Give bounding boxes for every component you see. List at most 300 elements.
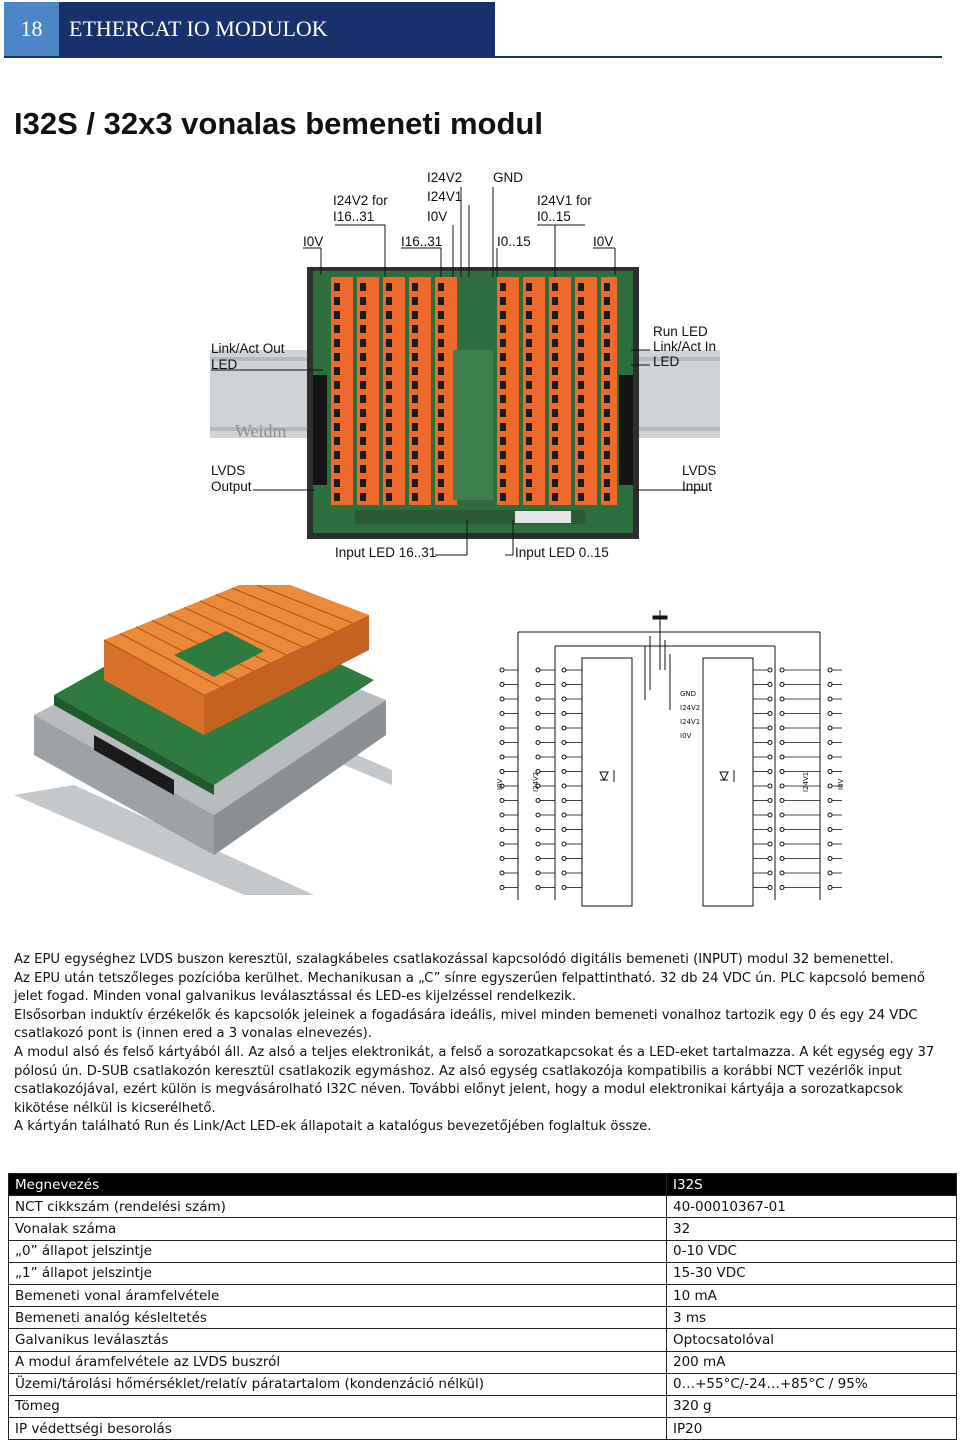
terminal-hole	[552, 311, 558, 319]
spec-name: Üzemi/tárolási hőmérséklet/relatív páratartalom (kondenzáció nélkül)	[9, 1373, 667, 1395]
terminal-hole	[578, 325, 584, 333]
terminal-hole	[438, 367, 444, 375]
board-top-view-figure	[205, 165, 725, 565]
spec-name: Vonalak száma	[9, 1218, 667, 1240]
label-i24v2: I24V2	[427, 170, 463, 185]
terminal-hole	[500, 353, 506, 361]
terminal-hole	[386, 381, 392, 389]
terminal-hole	[412, 395, 418, 403]
terminal-hole	[360, 311, 366, 319]
terminal-hole	[360, 423, 366, 431]
terminal-hole	[500, 311, 506, 319]
terminal-hole	[500, 451, 506, 459]
terminal-hole	[578, 311, 584, 319]
spec-table-header	[9, 1174, 957, 1196]
schem-label-i24v2: I24V2	[680, 704, 701, 712]
schematic-pin	[536, 828, 540, 832]
terminal-hole	[438, 353, 444, 361]
terminal-hole	[438, 325, 444, 333]
schematic-pin	[562, 813, 566, 817]
schematic-pin	[828, 668, 832, 672]
terminal-hole	[412, 465, 418, 473]
terminal-hole	[526, 297, 532, 305]
table-row	[9, 1395, 957, 1417]
schematic-pin	[500, 828, 504, 832]
terminal-hole	[552, 409, 558, 417]
schem-label-right-i24v1: I24V1	[802, 771, 810, 792]
schematic-pin	[500, 813, 504, 817]
terminal-hole	[412, 381, 418, 389]
schematic-pin	[536, 886, 540, 890]
spec-value: 32	[667, 1218, 957, 1240]
terminal-hole	[412, 409, 418, 417]
terminal-hole	[360, 297, 366, 305]
terminal-hole	[526, 367, 532, 375]
schematic-pin	[562, 828, 566, 832]
schematic-pin	[768, 784, 772, 788]
spec-header-value: I32S	[667, 1174, 957, 1196]
terminal-hole	[386, 367, 392, 375]
terminal-hole	[552, 395, 558, 403]
terminal-hole	[334, 283, 340, 291]
terminal-hole	[500, 437, 506, 445]
label-link-act-in: Link/Act In	[653, 339, 717, 354]
terminal-hole	[578, 437, 584, 445]
terminal-hole	[552, 353, 558, 361]
terminal-hole	[360, 479, 366, 487]
spec-name: Bemeneti analóg késleltetés	[9, 1307, 667, 1329]
terminal-hole	[526, 325, 532, 333]
schematic-pin	[780, 683, 784, 687]
terminal-hole	[578, 479, 584, 487]
terminal-hole	[386, 479, 392, 487]
board-top-view-drawing	[205, 165, 725, 565]
spec-name: Bemeneti vonal áramfelvétele	[9, 1284, 667, 1306]
label-i0v-right: I0V	[593, 234, 614, 249]
schem-label-right-i0v: I0V	[837, 778, 845, 790]
schematic-pin	[562, 712, 566, 716]
page-title: I32S / 32x3 vonalas bemeneti modul	[14, 106, 543, 141]
schematic-pin	[828, 842, 832, 846]
table-row	[9, 1284, 957, 1306]
schematic-pin	[780, 697, 784, 701]
schematic-pin	[828, 857, 832, 861]
terminal-hole	[552, 493, 558, 501]
terminal-hole	[526, 465, 532, 473]
schematic-pin	[536, 683, 540, 687]
spec-name: NCT cikkszám (rendelési szám)	[9, 1196, 667, 1218]
spec-name: „1” állapot jelszintje	[9, 1262, 667, 1284]
terminal-hole	[438, 311, 444, 319]
table-row	[9, 1196, 957, 1218]
schematic-pin	[768, 755, 772, 759]
schematic-pin	[500, 741, 504, 745]
terminal-hole	[386, 395, 392, 403]
terminal-hole	[604, 283, 610, 291]
terminal-hole	[386, 311, 392, 319]
description	[14, 951, 946, 1137]
schematic-pin	[780, 842, 784, 846]
terminal-hole	[334, 297, 340, 305]
label-lvds-input-2: Input	[682, 479, 713, 494]
terminal-hole	[526, 283, 532, 291]
label-link-act-out: Link/Act Out	[211, 341, 285, 356]
terminal-hole	[412, 311, 418, 319]
terminal-hole	[552, 437, 558, 445]
spec-table	[8, 1173, 957, 1440]
schematic-pin	[562, 886, 566, 890]
table-row	[9, 1329, 957, 1351]
terminal-hole	[334, 381, 340, 389]
terminal-hole	[578, 353, 584, 361]
terminal-hole	[500, 367, 506, 375]
schematic-pin	[780, 799, 784, 803]
terminal-hole	[604, 381, 610, 389]
schematic-pin	[828, 828, 832, 832]
schematic-pin	[536, 755, 540, 759]
label-i0-15: I0..15	[497, 234, 531, 249]
terminal-hole	[438, 423, 444, 431]
module-3d-photo	[14, 585, 392, 895]
schematic-pin	[768, 668, 772, 672]
label-lvds-output: LVDS	[211, 463, 246, 478]
terminal-hole	[360, 395, 366, 403]
terminal-hole	[578, 409, 584, 417]
terminal-hole	[412, 283, 418, 291]
terminal-hole	[334, 395, 340, 403]
terminal-hole	[412, 367, 418, 375]
terminal-hole	[386, 325, 392, 333]
terminal-hole	[526, 493, 532, 501]
spec-value: Optocsatolóval	[667, 1329, 957, 1351]
schematic-pin	[562, 871, 566, 875]
terminal-hole	[360, 339, 366, 347]
schematic-pin	[780, 668, 784, 672]
schematic-pin	[500, 871, 504, 875]
spec-name: A modul áramfelvétele az LVDS buszról	[9, 1351, 667, 1373]
terminal-hole	[334, 325, 340, 333]
schematic-pin	[500, 697, 504, 701]
terminal-hole	[604, 409, 610, 417]
spec-name: IP védettségi besorolás	[9, 1418, 667, 1440]
terminal-hole	[526, 451, 532, 459]
terminal-hole	[334, 339, 340, 347]
terminal-hole	[526, 395, 532, 403]
terminal-hole	[334, 311, 340, 319]
schematic-pin	[768, 813, 772, 817]
lvds-input-connector	[619, 375, 633, 485]
terminal-hole	[360, 493, 366, 501]
terminal-hole	[500, 395, 506, 403]
spec-value: 200 mA	[667, 1351, 957, 1373]
schematic-pin	[562, 770, 566, 774]
terminal-hole	[334, 367, 340, 375]
schematic-pin	[768, 828, 772, 832]
terminal-hole	[604, 479, 610, 487]
terminal-hole	[526, 479, 532, 487]
terminal-hole	[500, 423, 506, 431]
terminal-hole	[500, 479, 506, 487]
schematic-pin	[768, 857, 772, 861]
terminal-hole	[438, 479, 444, 487]
table-row	[9, 1240, 957, 1262]
terminal-hole	[386, 283, 392, 291]
terminal-hole	[386, 465, 392, 473]
schematic-pin	[500, 755, 504, 759]
wiring-schematic-drawing	[490, 610, 855, 910]
terminal-hole	[412, 297, 418, 305]
spec-name: Tömeg	[9, 1395, 667, 1417]
terminal-hole	[360, 409, 366, 417]
schematic-pin	[828, 712, 832, 716]
terminal-hole	[386, 493, 392, 501]
label-i24v2-for: I24V2 for	[333, 193, 388, 208]
terminal-hole	[552, 283, 558, 291]
terminal-hole	[412, 451, 418, 459]
terminal-hole	[500, 283, 506, 291]
terminal-hole	[412, 493, 418, 501]
terminal-hole	[438, 451, 444, 459]
schematic-pin	[536, 842, 540, 846]
schematic-pin	[780, 726, 784, 730]
terminal-hole	[526, 311, 532, 319]
terminal-hole	[578, 451, 584, 459]
terminal-hole	[386, 409, 392, 417]
terminal-hole	[526, 381, 532, 389]
schematic-pin	[500, 842, 504, 846]
label-link-act-out-led: LED	[211, 357, 238, 372]
terminal-hole	[578, 339, 584, 347]
terminal-hole	[578, 493, 584, 501]
terminal-hole	[438, 437, 444, 445]
description-paragraph: A kártyán található Run és Link/Act LED-ek állapotait a katalógus bevezetőjében foglaltuk össze.	[14, 1119, 652, 1135]
schematic-pin	[828, 813, 832, 817]
schematic-pin	[828, 697, 832, 701]
terminal-hole	[334, 493, 340, 501]
table-row	[9, 1351, 957, 1373]
terminal-hole	[552, 465, 558, 473]
terminal-hole	[360, 325, 366, 333]
terminal-hole	[412, 437, 418, 445]
schematic-pin	[500, 799, 504, 803]
terminal-hole	[438, 297, 444, 305]
label-run-led: Run LED	[653, 324, 708, 339]
terminal-hole	[386, 423, 392, 431]
terminal-hole	[578, 395, 584, 403]
terminal-hole	[438, 381, 444, 389]
schem-label-left-i0v: I0V	[496, 778, 504, 790]
schematic-pin	[536, 668, 540, 672]
schematic-pin	[768, 697, 772, 701]
schematic-pin	[562, 857, 566, 861]
schematic-pin	[828, 683, 832, 687]
label-gnd: GND	[493, 170, 523, 185]
label-i24v1-for-range: I0..15	[537, 209, 571, 224]
terminal-hole	[500, 409, 506, 417]
schematic-pin	[562, 668, 566, 672]
terminal-hole	[360, 437, 366, 445]
schematic-pin	[562, 683, 566, 687]
description-paragraph: A modul alsó és felső kártyából áll. Az alsó a teljes elektronikát, a felső a sorozatkapcsokat és a LED-eket tartalmazza. A két egység egy 37 pólosú ún. D-SUB csatlakozón keresztül csatlakozik egymáshoz. Az alsó egység csatlakozója kompatibilis a korábbi NCT vezérlők input csatlakozójával, ezért külön is megvásárolható I32C néven. További előnyt jelent, hogy a modul elektronikai kártyája a sorozatkapcsok kikötése nélkül is kicserélhető.	[14, 1044, 935, 1116]
terminal-hole	[386, 297, 392, 305]
terminal-hole	[500, 465, 506, 473]
table-row	[9, 1373, 957, 1395]
description-paragraph: Elsősorban induktív érzékelők és kapcsolók jeleinek a fogadására ideális, mivel minden bemeneti vonalhoz tartozik egy 0 és egy 24 VDC csatlakozó pont is (innen ered a 3 vonalas elnevezés).	[14, 1007, 918, 1042]
terminal-hole	[552, 325, 558, 333]
spec-value: 10 mA	[667, 1284, 957, 1306]
spec-value: 40-00010367-01	[667, 1196, 957, 1218]
schematic-pin	[562, 697, 566, 701]
terminal-hole	[552, 367, 558, 375]
schematic-pin	[768, 770, 772, 774]
spec-value: 320 g	[667, 1395, 957, 1417]
terminal-hole	[386, 451, 392, 459]
terminal-hole	[500, 381, 506, 389]
schem-label-gnd: GND	[680, 690, 697, 698]
header-rule	[4, 56, 942, 58]
schematic-pin	[536, 799, 540, 803]
section-title: ETHERCAT IO MODULOK	[59, 2, 495, 56]
schematic-pin	[562, 784, 566, 788]
terminal-hole	[552, 339, 558, 347]
terminal-hole	[526, 409, 532, 417]
spec-name: Galvanikus leválasztás	[9, 1329, 667, 1351]
schematic-pin	[500, 683, 504, 687]
schematic-pin	[562, 726, 566, 730]
terminal-hole	[412, 423, 418, 431]
schematic-pin	[780, 857, 784, 861]
schematic-pin	[536, 697, 540, 701]
table-row	[9, 1262, 957, 1284]
label-i0v-left: I0V	[303, 234, 324, 249]
schematic-pin	[768, 871, 772, 875]
schematic-pin	[500, 886, 504, 890]
label-lvds-input: LVDS	[682, 463, 717, 478]
terminal-hole	[578, 465, 584, 473]
schematic-pin	[768, 886, 772, 890]
schematic-pin	[536, 871, 540, 875]
table-row	[9, 1307, 957, 1329]
schematic-pin	[500, 726, 504, 730]
terminal-hole	[552, 297, 558, 305]
terminal-hole	[604, 437, 610, 445]
schematic-pin	[828, 770, 832, 774]
label-i24v2-for-range: I16..31	[333, 209, 375, 224]
terminal-hole	[412, 325, 418, 333]
table-row	[9, 1218, 957, 1240]
terminal-hole	[412, 339, 418, 347]
terminal-hole	[500, 493, 506, 501]
schematic-pin	[828, 799, 832, 803]
terminal-hole	[578, 367, 584, 375]
terminal-hole	[386, 339, 392, 347]
schematic-pin	[768, 842, 772, 846]
terminal-hole	[334, 451, 340, 459]
description-paragraph: Az EPU egységhez LVDS buszon keresztül, szalagkábeles csatlakozással kapcsolódó digitális bemeneti (INPUT) modul 32 bemenettel.	[14, 952, 894, 967]
spec-value: 3 ms	[667, 1307, 957, 1329]
terminal-hole	[552, 451, 558, 459]
schematic-pin	[562, 842, 566, 846]
schematic-pin	[536, 741, 540, 745]
terminal-hole	[386, 437, 392, 445]
label-i0v-mid: I0V	[427, 209, 448, 224]
schematic-pin	[768, 741, 772, 745]
lvds-output-connector	[313, 375, 327, 485]
wiring-schematic	[490, 610, 855, 910]
label-i24v1: I24V1	[427, 189, 463, 204]
spec-value: 15-30 VDC	[667, 1262, 957, 1284]
terminal-hole	[604, 493, 610, 501]
schematic-pin	[780, 770, 784, 774]
terminal-hole	[578, 381, 584, 389]
terminal-hole	[604, 423, 610, 431]
terminal-hole	[438, 409, 444, 417]
schematic-pin	[500, 668, 504, 672]
schematic-pin	[536, 813, 540, 817]
schematic-pin	[780, 784, 784, 788]
terminal-hole	[412, 353, 418, 361]
terminal-hole	[360, 465, 366, 473]
terminal-hole	[604, 311, 610, 319]
schematic-pin	[780, 712, 784, 716]
page-number: 18	[4, 2, 59, 56]
terminal-hole	[334, 479, 340, 487]
schematic-pin	[536, 726, 540, 730]
module-3d-drawing	[14, 585, 392, 895]
schem-label-i0v: I0V	[680, 732, 692, 740]
terminal-hole	[334, 353, 340, 361]
terminal-hole	[578, 423, 584, 431]
schematic-pin	[536, 857, 540, 861]
terminal-hole	[604, 297, 610, 305]
schematic-pin	[562, 799, 566, 803]
schematic-pin	[768, 726, 772, 730]
terminal-hole	[578, 283, 584, 291]
spec-value: 0…+55°C/-24…+85°C / 95%	[667, 1373, 957, 1395]
schematic-pin	[828, 871, 832, 875]
schematic-pin	[780, 755, 784, 759]
terminal-hole	[334, 465, 340, 473]
schem-label-left-i24v2: I24V2	[532, 771, 540, 792]
label-link-act-in-led: LED	[653, 354, 680, 369]
terminal-hole	[360, 451, 366, 459]
terminal-hole	[604, 367, 610, 375]
table-row	[9, 1418, 957, 1440]
terminal-hole	[360, 381, 366, 389]
spec-value: 0-10 VDC	[667, 1240, 957, 1262]
schematic-pin	[828, 726, 832, 730]
schematic-pin	[780, 886, 784, 890]
terminal-hole	[578, 297, 584, 305]
schematic-pin	[768, 683, 772, 687]
terminal-hole	[604, 451, 610, 459]
terminal-hole	[334, 437, 340, 445]
terminal-hole	[526, 437, 532, 445]
label-i24v1-for: I24V1 for	[537, 193, 592, 208]
terminal-hole	[334, 423, 340, 431]
terminal-hole	[552, 381, 558, 389]
terminal-hole	[526, 339, 532, 347]
terminal-hole	[412, 479, 418, 487]
terminal-hole	[604, 353, 610, 361]
schematic-pin	[780, 828, 784, 832]
schematic-pin	[768, 799, 772, 803]
terminal-hole	[500, 297, 506, 305]
terminal-hole	[552, 479, 558, 487]
spec-name: „0” állapot jelszintje	[9, 1240, 667, 1262]
schematic-pin	[828, 886, 832, 890]
label-input-led-16-31: Input LED 16..31	[335, 545, 437, 560]
